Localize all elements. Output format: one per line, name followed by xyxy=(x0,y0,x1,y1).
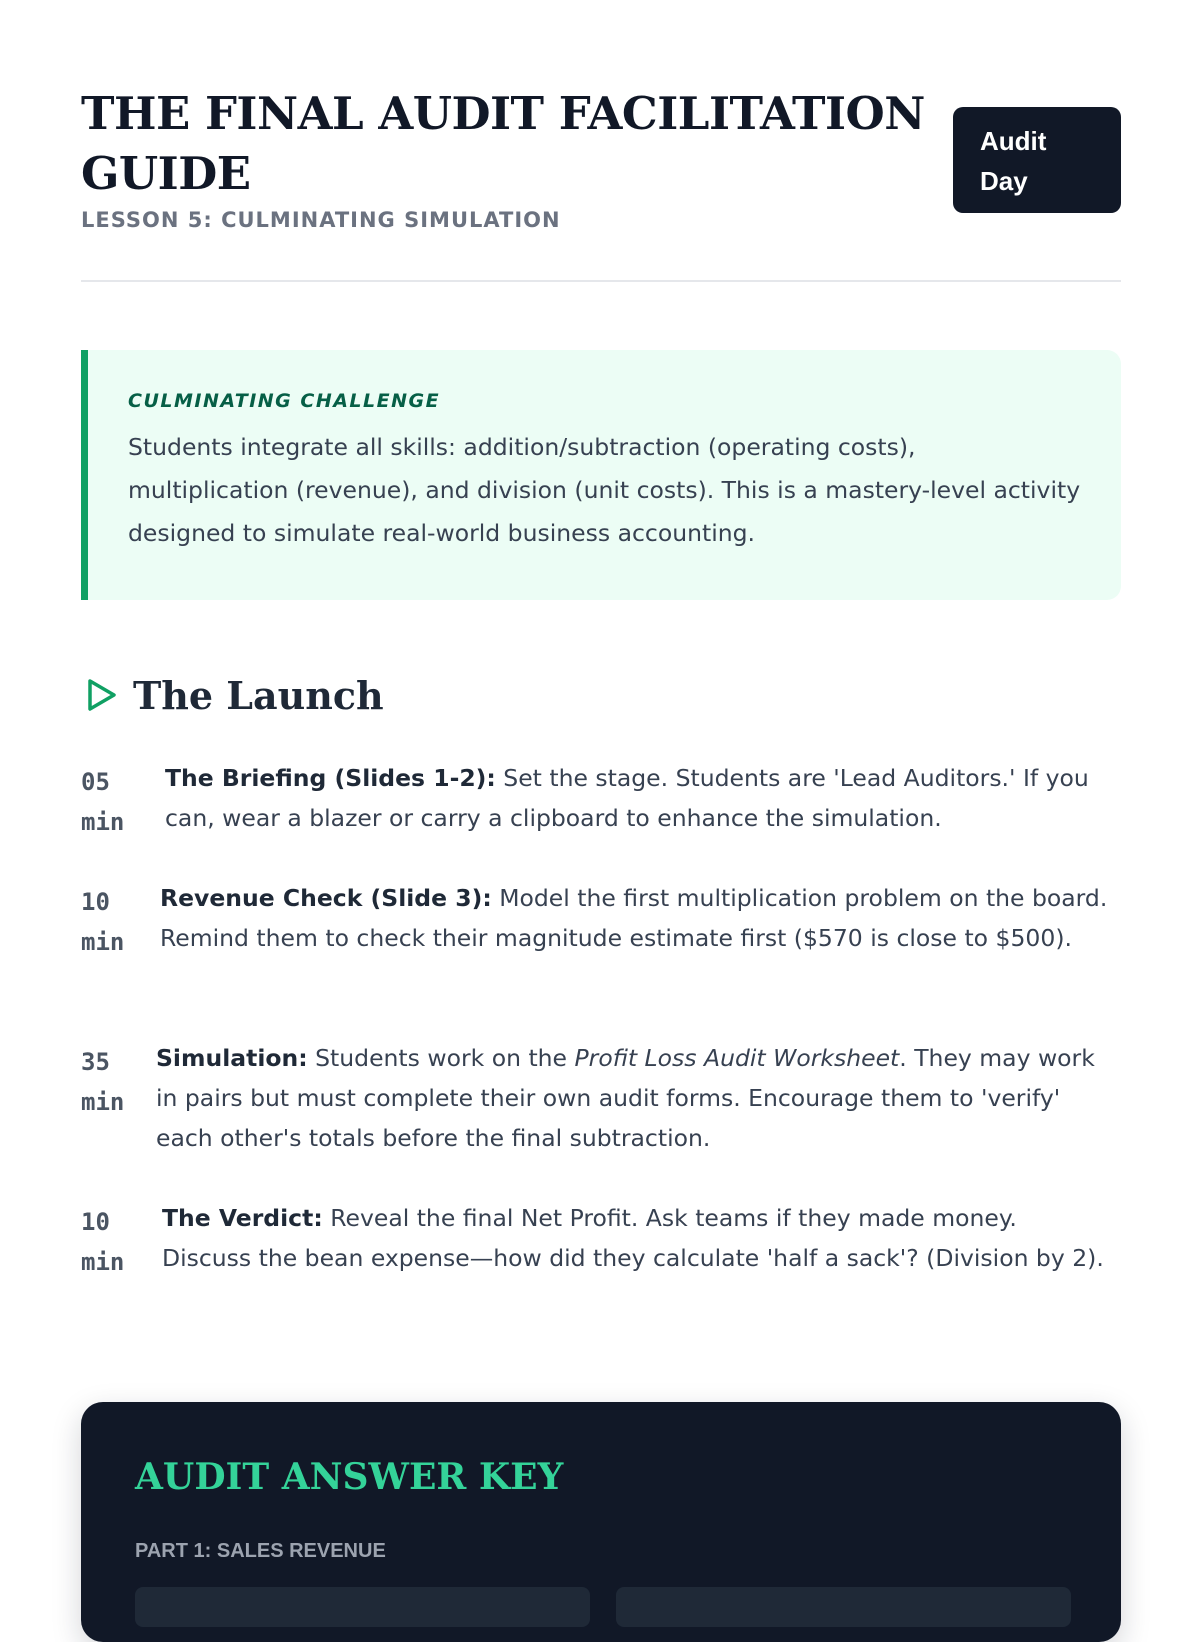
play-icon xyxy=(81,675,121,715)
agenda-text: Model the first multiplication problem on the board. Remind them to check their magnitude estimate first ($570 is close to $500). xyxy=(160,884,1108,952)
challenge-text: Students integrate all skills: addition/subtraction (operating costs), multiplication (revenue), and division (unit costs). This is a mastery-level activity designed to simulate real-world business accounting. xyxy=(128,433,1081,547)
answer-cell xyxy=(135,1587,590,1627)
answer-part-label: PART 1: SALES REVENUE xyxy=(135,1540,386,1562)
agenda-text-before: Students work on the xyxy=(307,1044,575,1072)
agenda-text: Set the stage. Students are 'Lead Auditors.' If you can, wear a blazer or carry a clipboard to enhance the simulation. xyxy=(165,764,1089,832)
answer-key-title: AUDIT ANSWER KEY xyxy=(135,1456,564,1498)
answer-cell xyxy=(616,1587,1071,1627)
agenda-heading: Simulation: xyxy=(156,1044,308,1072)
challenge-callout xyxy=(81,350,1121,600)
section-title: The Launch xyxy=(133,672,384,718)
challenge-label: CULMINATING CHALLENGE xyxy=(128,390,441,412)
launch-section-header xyxy=(81,670,384,720)
page-title: THE FINAL AUDIT FACILITATION GUIDE xyxy=(81,87,925,200)
agenda-heading: The Verdict: xyxy=(162,1204,323,1232)
agenda-duration: 05 min xyxy=(81,768,125,836)
agenda-duration: 10 min xyxy=(81,1208,125,1276)
agenda-description xyxy=(165,758,1115,838)
agenda-text: Reveal the final Net Profit. Ask teams if they made money. Discuss the bean expense—how did they calculate 'half a sack'? (Division by 2). xyxy=(162,1204,1104,1272)
agenda-duration: 35 min xyxy=(81,1048,125,1116)
agenda-description xyxy=(156,1038,1111,1158)
agenda-text-after: . They may work in pairs but must complete their own audit forms. Encourage them to 'verify' each other's totals before the final subtraction. xyxy=(156,1044,1095,1152)
header-divider xyxy=(81,280,1121,282)
agenda-description xyxy=(160,878,1110,958)
audit-day-badge: Audit Day xyxy=(953,107,1121,213)
agenda-heading: Revenue Check (Slide 3): xyxy=(160,884,492,912)
worksheet-title: Profit Loss Audit Worksheet xyxy=(574,1044,900,1072)
page-header xyxy=(81,84,1121,284)
answer-key-panel xyxy=(81,1402,1121,1642)
agenda-duration: 10 min xyxy=(81,888,125,956)
lesson-subtitle: LESSON 5: CULMINATING SIMULATION xyxy=(81,208,561,232)
agenda-description xyxy=(162,1198,1112,1278)
agenda-heading: The Briefing (Slides 1-2): xyxy=(165,764,496,792)
